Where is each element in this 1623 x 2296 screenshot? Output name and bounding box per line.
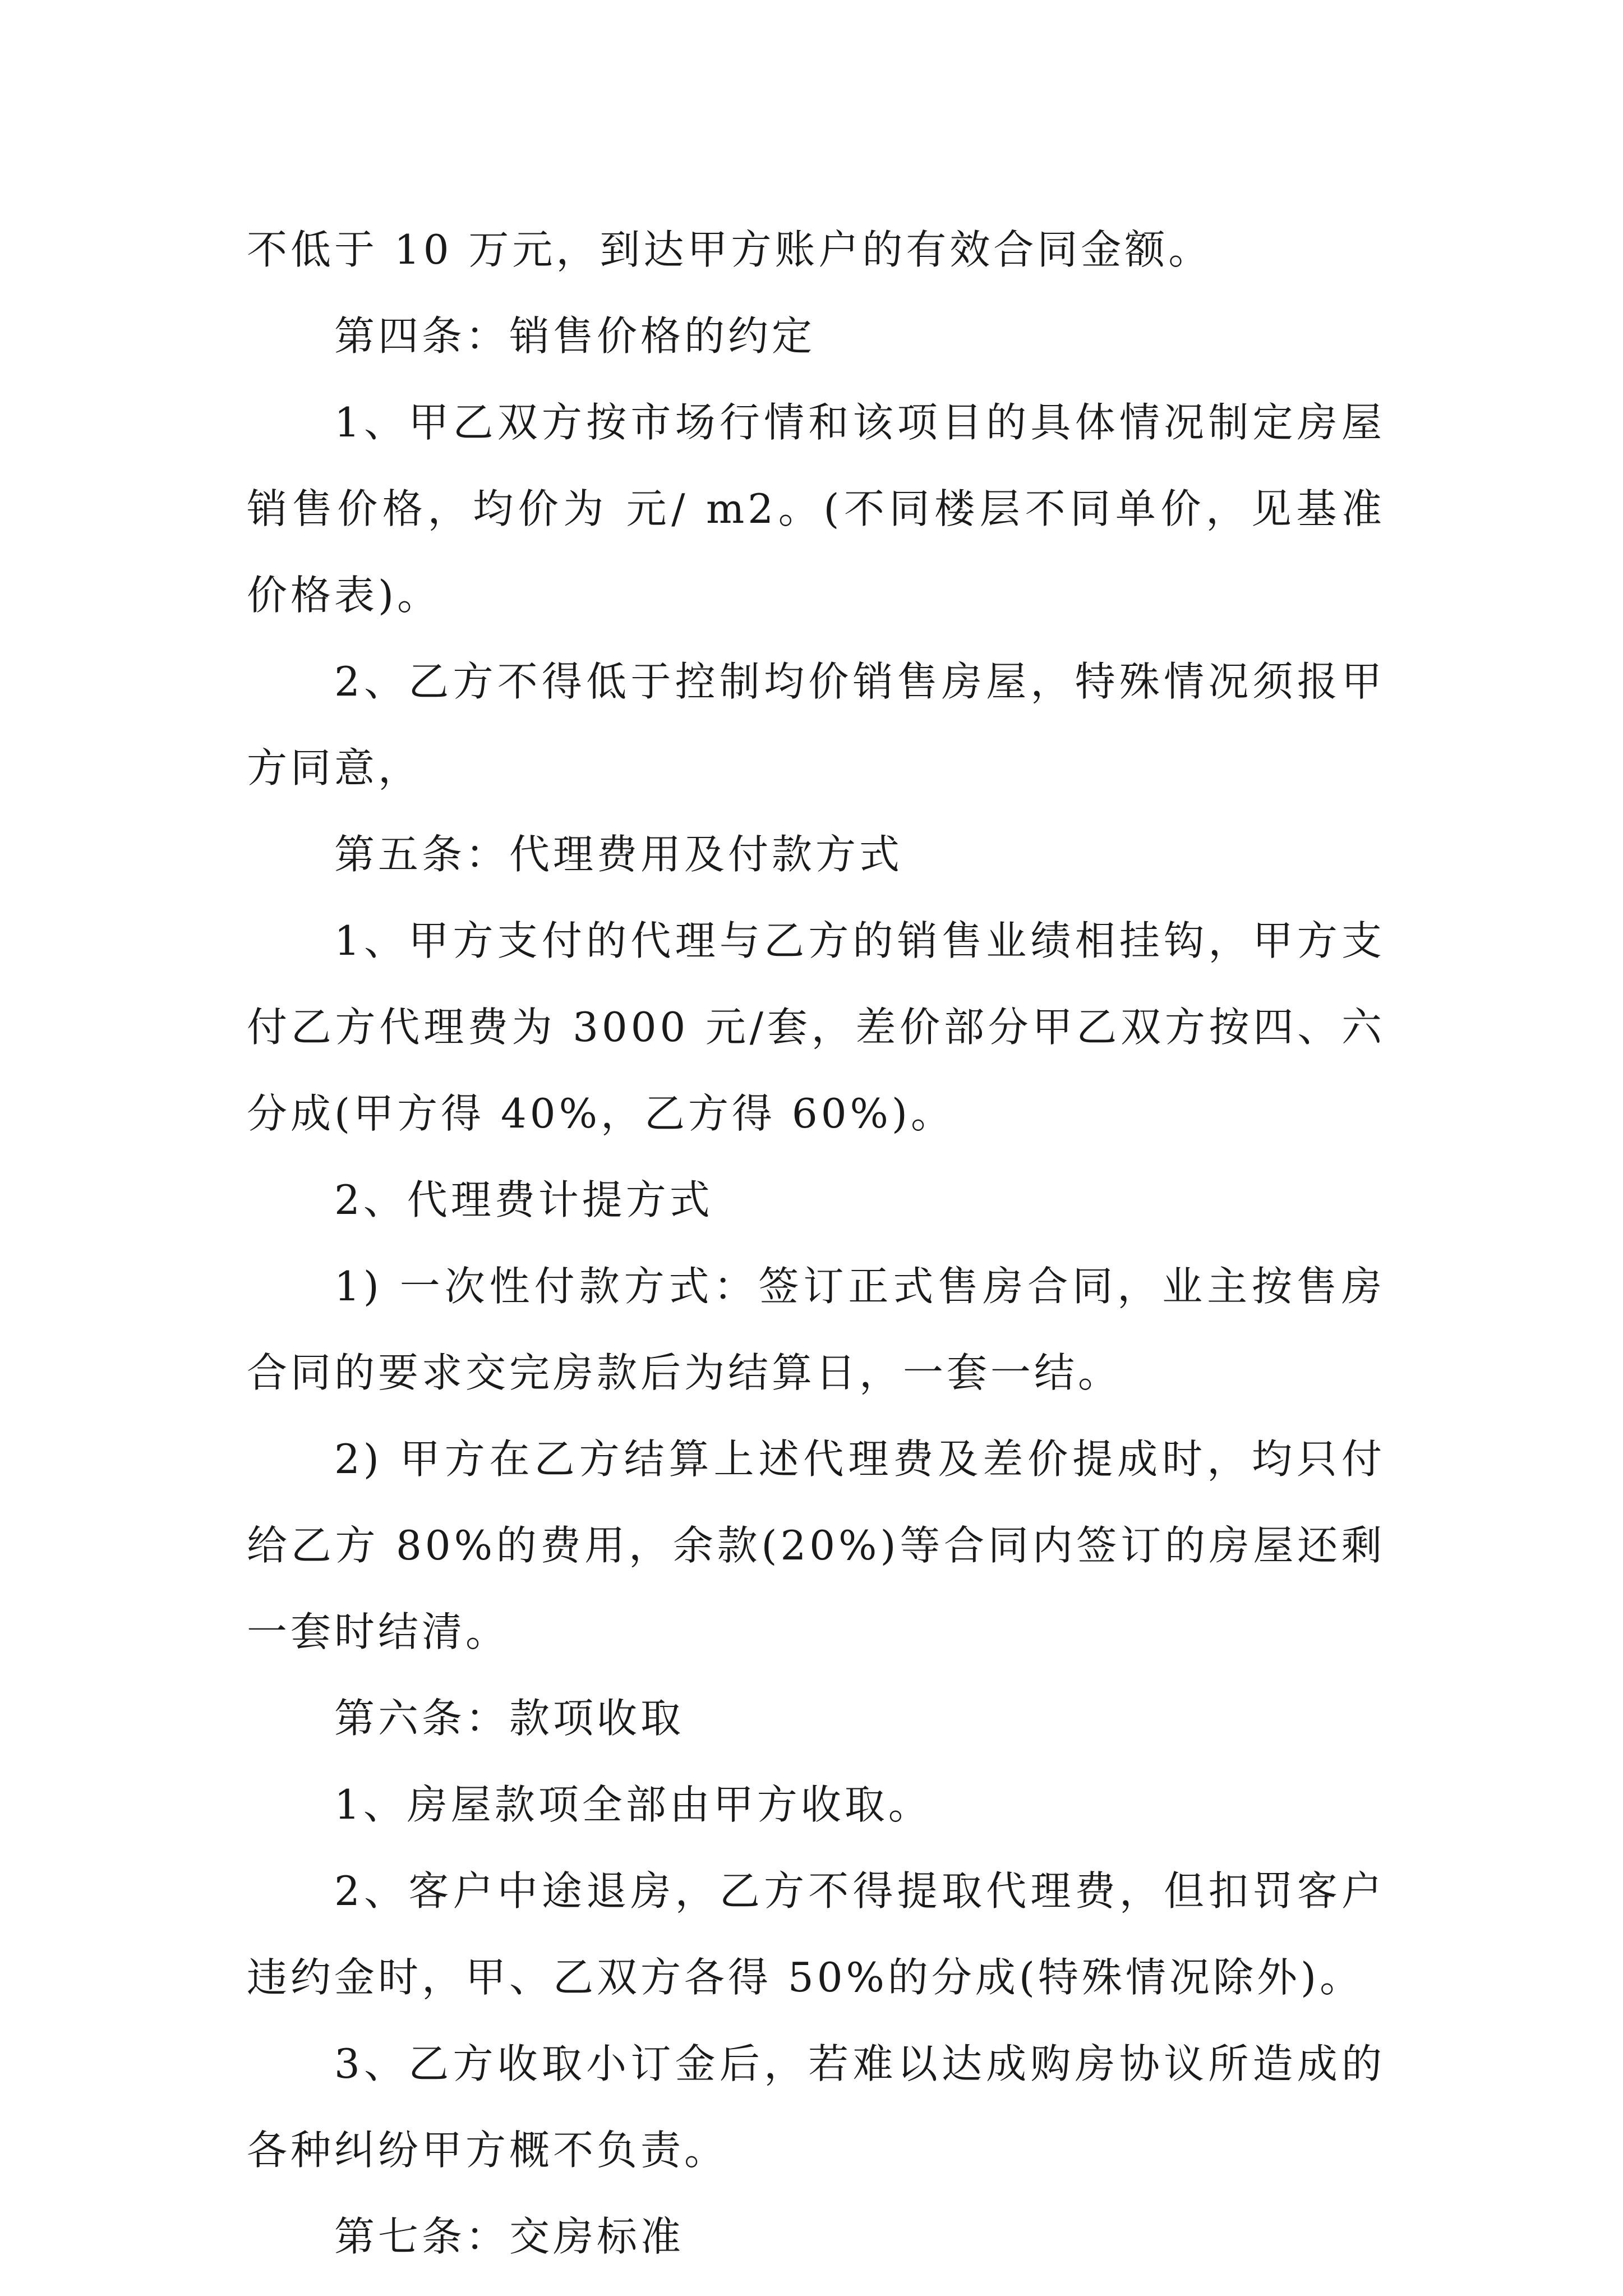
article-4-heading: 第四条：销售价格的约定 [334,312,816,360]
article-6-heading: 第六条：款项收取 [334,1695,685,1742]
article-4-clause-1: 1、甲乙双方按市场行情和该项目的具体情况制定房屋销售价格，均价为 元/ m2。(不同楼层不同单价，见基准价格表)。 [247,399,1385,619]
article-5-subclause-1: 1) 一次性付款方式：签订正式售房合同，业主按售房合同的要求交完房款后为结算日，一套一结。 [247,1263,1385,1396]
article-6-clause-2: 2、客户中途退房，乙方不得提取代理费，但扣罚客户违约金时，甲、乙双方各得 50%的分成(特殊情况除外)。 [247,1867,1385,2001]
article-5-subclause-2: 2) 甲方在乙方结算上述代理费及差价提成时，均只付给乙方 80%的费用，余款(20%)等合同内签订的房屋还剩一套时结清。 [247,1435,1385,1655]
article-5-heading: 第五条：代理费用及付款方式 [334,831,903,878]
article-4-clause-2: 2、乙方不得低于控制均价销售房屋，特殊情况须报甲方同意， [247,658,1385,792]
article-7-heading: 第七条：交房标准 [334,2213,685,2260]
document-body [247,206,1385,2280]
paragraph-continuation: 不低于 10 万元，到达甲方账户的有效合同金额。 [247,226,1212,273]
article-5-clause-2: 2、代理费计提方式 [334,1176,713,1223]
article-5-clause-1: 1、甲方支付的代理与乙方的销售业绩相挂钩，甲方支付乙方代理费为 3000 元/套，差价部分甲乙双方按四、六分成(甲方得 40%，乙方得 60%)。 [247,917,1385,1137]
article-6-clause-3: 3、乙方收取小订金后，若难以达成购房协议所造成的各种纠纷甲方概不负责。 [247,2040,1385,2174]
article-6-clause-1: 1、房屋款项全部由甲方收取。 [334,1781,932,1828]
